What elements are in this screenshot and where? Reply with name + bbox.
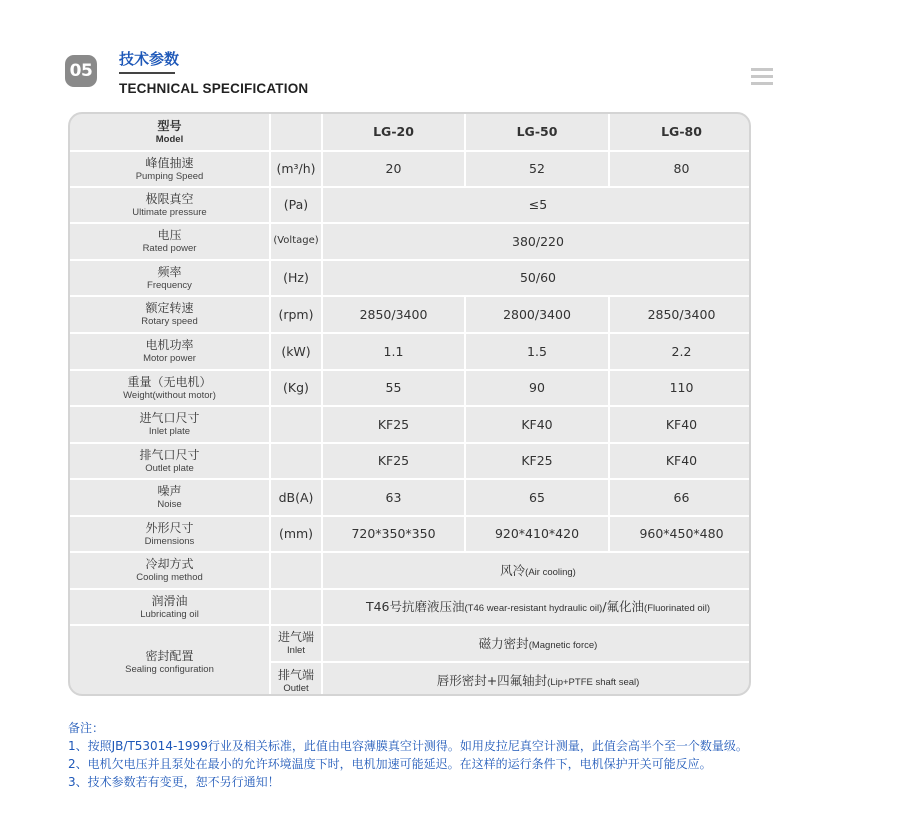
value-cell: KF40 bbox=[465, 406, 609, 443]
unit-header bbox=[270, 114, 322, 151]
model-lg20: LG-20 bbox=[322, 114, 465, 151]
value-cell: 1.5 bbox=[465, 333, 609, 370]
value-cell: 720*350*350 bbox=[322, 516, 465, 552]
value-cell: 920*410*420 bbox=[465, 516, 609, 552]
unit-cell: (mm) bbox=[270, 516, 322, 552]
unit-cell: (kW) bbox=[270, 333, 322, 370]
sealing-label: 密封配置 Sealing configuration bbox=[70, 625, 270, 696]
sealing-inlet-label: 进气端 Inlet bbox=[270, 625, 322, 662]
unit-cell bbox=[270, 443, 322, 479]
value-cell: 52 bbox=[465, 151, 609, 187]
section-number-badge: 05 bbox=[65, 55, 97, 87]
unit-cell: (m³/h) bbox=[270, 151, 322, 187]
value-cell: 110 bbox=[609, 370, 751, 406]
merged-value-cell: 唇形密封+四氟轴封(Lip+PTFE shaft seal) bbox=[322, 662, 751, 696]
table-row: 排气口尺寸 Outlet plate KF25 KF25 KF40 bbox=[70, 443, 751, 479]
value-cell: KF25 bbox=[465, 443, 609, 479]
unit-cell: (Kg) bbox=[270, 370, 322, 406]
table-row: 额定转速 Rotary speed (rpm) 2850/3400 2800/3400 2850/3400 bbox=[70, 296, 751, 333]
value-cell: 63 bbox=[322, 479, 465, 516]
unit-cell: dB(A) bbox=[270, 479, 322, 516]
value-cell: 2800/3400 bbox=[465, 296, 609, 333]
merged-value-cell: 风冷(Air cooling) bbox=[322, 552, 751, 589]
table-row: 冷却方式 Cooling method 风冷(Air cooling) bbox=[70, 552, 751, 589]
sealing-outlet-label: 排气端 Outlet bbox=[270, 662, 322, 696]
note-item: 1、按照JB/T53014-1999行业及相关标准，此值由电容薄膜真空计测得。如用皮拉尼真空计测量，此值会高半个至一个数量级。 bbox=[68, 739, 748, 753]
value-cell: 2850/3400 bbox=[609, 296, 751, 333]
value-cell: 55 bbox=[322, 370, 465, 406]
value-cell: KF25 bbox=[322, 406, 465, 443]
notes-heading: 备注： bbox=[68, 721, 105, 735]
title-underline bbox=[119, 72, 175, 74]
spec-table bbox=[68, 112, 751, 696]
note-item: 2、电机欠电压并且泵处在最小的允许环境温度下时，电机加速可能延迟。在这样的运行条件下，电机保护开关可能反应。 bbox=[68, 757, 712, 771]
value-cell: 2850/3400 bbox=[322, 296, 465, 333]
value-cell: KF40 bbox=[609, 443, 751, 479]
unit-cell: (Pa) bbox=[270, 187, 322, 223]
model-header: 型号 Model bbox=[70, 114, 270, 151]
table-row: 峰值抽速 Pumping Speed (m³/h) 20 52 80 bbox=[70, 151, 751, 187]
value-cell: 1.1 bbox=[322, 333, 465, 370]
table-row: 润滑油 Lubricating oil T46号抗磨液压油(T46 wear-resistant hydraulic oil)/氟化油(Fluorinated oil) bbox=[70, 589, 751, 625]
section-title-cn: 技术参数 bbox=[119, 50, 180, 68]
table-row: 外形尺寸 Dimensions (mm) 720*350*350 920*410*420 960*450*480 bbox=[70, 516, 751, 552]
value-cell: 65 bbox=[465, 479, 609, 516]
unit-cell: (Voltage) bbox=[270, 223, 322, 260]
table-row: 重量（无电机） Weight(without motor) (Kg) 55 90 110 bbox=[70, 370, 751, 406]
hamburger-icon[interactable] bbox=[751, 68, 773, 89]
merged-value-cell: 50/60 bbox=[322, 260, 751, 296]
table-row: 进气口尺寸 Inlet plate KF25 KF40 KF40 bbox=[70, 406, 751, 443]
unit-cell: (Hz) bbox=[270, 260, 322, 296]
table-header-row bbox=[70, 114, 751, 151]
value-cell: KF25 bbox=[322, 443, 465, 479]
section-title-en: TECHNICAL SPECIFICATION bbox=[119, 81, 309, 96]
table-row-sealing-inlet bbox=[70, 625, 751, 662]
unit-cell: (rpm) bbox=[270, 296, 322, 333]
merged-value-cell: T46号抗磨液压油(T46 wear-resistant hydraulic oil)/氟化油(Fluorinated oil) bbox=[322, 589, 751, 625]
merged-value-cell: 380/220 bbox=[322, 223, 751, 260]
table-row: 电机功率 Motor power (kW) 1.1 1.5 2.2 bbox=[70, 333, 751, 370]
note-item: 3、技术参数若有变更，恕不另行通知！ bbox=[68, 775, 280, 789]
notes bbox=[68, 719, 748, 791]
model-lg50: LG-50 bbox=[465, 114, 609, 151]
unit-cell bbox=[270, 406, 322, 443]
value-cell: 960*450*480 bbox=[609, 516, 751, 552]
merged-value-cell: ≤5 bbox=[322, 187, 751, 223]
table-row: 噪声 Noise dB(A) 63 65 66 bbox=[70, 479, 751, 516]
table-row: 电压 Rated power (Voltage) 380/220 bbox=[70, 223, 751, 260]
value-cell: 90 bbox=[465, 370, 609, 406]
value-cell: 66 bbox=[609, 479, 751, 516]
value-cell: 20 bbox=[322, 151, 465, 187]
table-row: 极限真空 Ultimate pressure (Pa) ≤5 bbox=[70, 187, 751, 223]
value-cell: 2.2 bbox=[609, 333, 751, 370]
table-row: 频率 Frequency (Hz) 50/60 bbox=[70, 260, 751, 296]
unit-cell bbox=[270, 589, 322, 625]
model-lg80: LG-80 bbox=[609, 114, 751, 151]
value-cell: KF40 bbox=[609, 406, 751, 443]
unit-cell bbox=[270, 552, 322, 589]
value-cell: 80 bbox=[609, 151, 751, 187]
merged-value-cell: 磁力密封(Magnetic force) bbox=[322, 625, 751, 662]
